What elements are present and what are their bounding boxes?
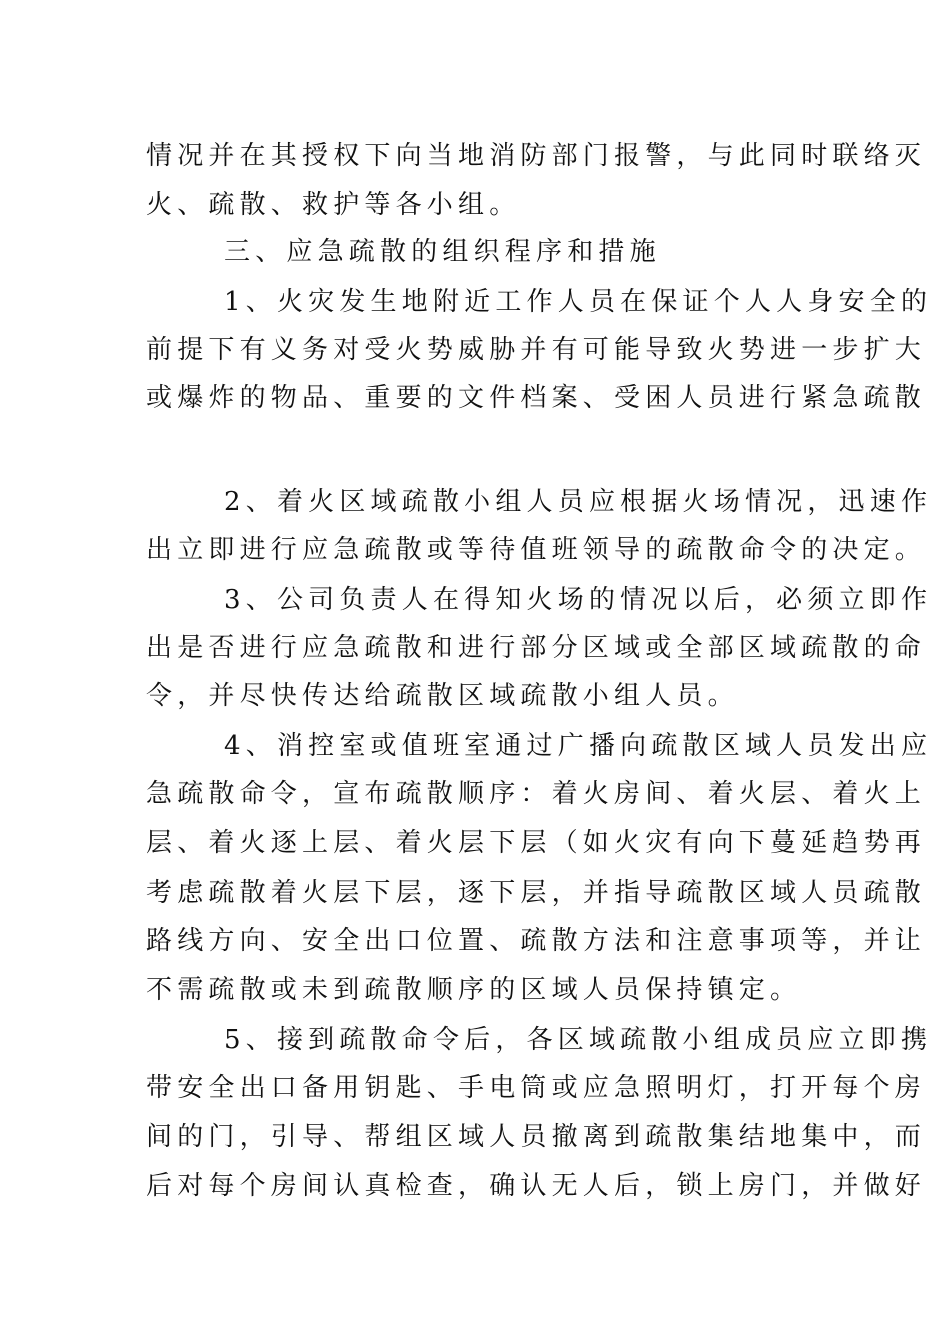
text-line-7: 2、着火区域疏散小组人员应根据火场情况，迅速作 <box>224 487 933 517</box>
text-line-13: 急疏散命令，宣布疏散顺序：着火房间、着火层、着火上 <box>146 779 927 809</box>
text-line-17: 不需疏散或未到疏散顺序的区域人员保持镇定。 <box>146 975 802 1005</box>
text-line-4: 1、火灾发生地附近工作人员在保证个人人身安全的 <box>224 287 933 317</box>
text-line-21: 后对每个房间认真检查，确认无人后，锁上房门，并做好 <box>146 1171 927 1201</box>
text-line-9: 3、公司负责人在得知火场的情况以后，必须立即作 <box>224 585 933 615</box>
text-line-16: 路线方向、安全出口位置、疏散方法和注意事项等，并让 <box>146 926 927 956</box>
text-line-1: 情况并在其授权下向当地消防部门报警，与此同时联络灭 <box>146 141 927 171</box>
text-line-15: 考虑疏散着火层下层，逐下层，并指导疏散区域人员疏散 <box>146 878 927 908</box>
text-line-19: 带安全出口备用钥匙、手电筒或应急照明灯，打开每个房 <box>146 1073 927 1103</box>
text-line-11: 令，并尽快传达给疏散区域疏散小组人员。 <box>146 681 739 711</box>
text-line-18: 5、接到疏散命令后，各区域疏散小组成员应立即携 <box>224 1025 933 1055</box>
text-line-6: 或爆炸的物品、重要的文件档案、受困人员进行紧急疏散 <box>146 383 927 413</box>
text-line-10: 出是否进行应急疏散和进行部分区域或全部区域疏散的命 <box>146 633 927 663</box>
text-line-8: 出立即进行应急疏散或等待值班领导的疏散命令的决定。 <box>146 535 927 565</box>
text-line-5: 前提下有义务对受火势威胁并有可能导致火势进一步扩大 <box>146 335 927 365</box>
text-line-12: 4、消控室或值班室通过广播向疏散区域人员发出应 <box>224 731 933 761</box>
section-heading: 三、应急疏散的组织程序和措施 <box>224 237 661 267</box>
text-line-14: 层、着火逐上层、着火层下层（如火灾有向下蔓延趋势再 <box>146 828 927 858</box>
text-line-2: 火、疏散、救护等各小组。 <box>146 190 521 220</box>
text-line-20: 间的门，引导、帮组区域人员撤离到疏散集结地集中，而 <box>146 1122 927 1152</box>
